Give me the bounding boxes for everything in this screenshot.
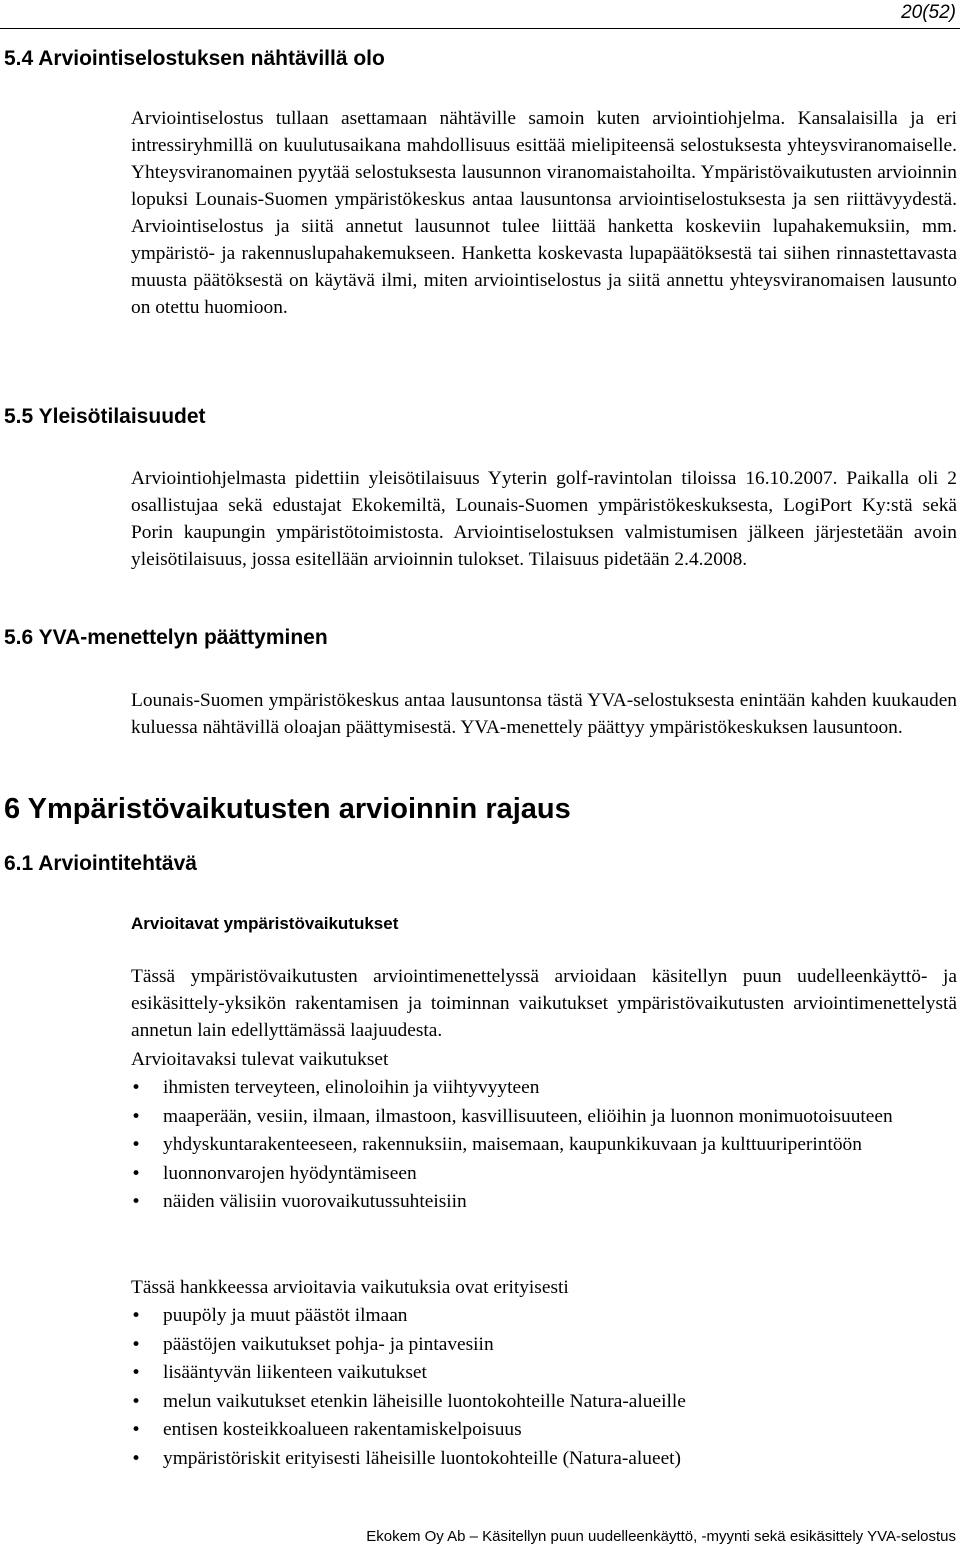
section-body-5-6: Lounais-Suomen ympäristökeskus antaa lausuntonsa tästä YVA-selostuksesta enintään kahden kuukauden kuluessa nähtävillä oloajan päättymisestä. YVA-menettely päättyy ympäristökeskuksen lausuntoon.: [131, 690, 957, 738]
section-body-5-4: Arviointiselostus tullaan asettamaan nähtäville samoin kuten arviointiohjelma. Kansalaisilla ja eri intressiryhmillä on kuulutusaikana mahdollisuus esittää mielipiteensä selostuksesta yhteysviranomaiselle. Yhteysviranomainen pyytää selostuksesta lausunnon viranomaistahoilta. Ympäristövaikutusten arvioinnin lopuksi Lounais-Suomen ympäristökeskus antaa lausuntonsa arviointiselostuksesta ja sen riittävyydestä. Arviointiselostus ja siitä annetut lausunnot tulee liittää hanketta koskeviin lupahakemuksiin, mm. ympäristö- ja rakennuslupahakemukseen. Hanketta koskevasta lupapäätöksestä tai siihen rinnastettavasta muusta päätöksestä on käytävä ilmi, miten arviointiselostus ja siitä annettu yhteysviranomaisen lausunto on otettu huomioon.: [131, 108, 957, 318]
subheading-assessed-impacts: Arvioitavat ympäristövaikutukset: [131, 914, 399, 933]
header-rule: [0, 28, 960, 29]
section-heading-5-6: 5.6 YVA-menettelyn päättyminen: [4, 626, 328, 649]
section-intro-6-1: Tässä ympäristövaikutusten arviointimenettelyssä arvioidaan käsitellyn puun uudelleenkäyttö- ja esikäsittely-yksikön rakentamisen ja toiminnan vaikutukset ympäristövaikutusten arviointimenettelystä annetun lain edellyttämässä laajuudesta.: [131, 966, 957, 1041]
list-title-project-impacts: Tässä hankkeessa arvioitavia vaikutuksia ovat erityisesti: [131, 1277, 569, 1298]
list-item: • maaperään, vesiin, ilmaan, ilmastoon, kasvillisuuteen, eliöihin ja luonnon monimuotoisuuteen: [131, 1103, 957, 1132]
list-item: • lisääntyvän liikenteen vaikutukset: [131, 1359, 957, 1388]
list-item: • entisen kosteikkoalueen rakentamiskelpoisuus: [131, 1416, 957, 1445]
list-item: • puupöly ja muut päästöt ilmaan: [131, 1302, 957, 1331]
list-item: • ihmisten terveyteen, elinoloihin ja viihtyvyyteen: [131, 1074, 957, 1103]
section-heading-5-5: 5.5 Yleisötilaisuudet: [4, 405, 206, 428]
page-footer: Ekokem Oy Ab – Käsitellyn puun uudelleenkäyttö, -myynti sekä esikäsittely YVA-selostus: [366, 1528, 956, 1545]
page-number: 20(52): [901, 2, 956, 23]
impacts-list: [131, 1074, 957, 1217]
list-item: • näiden välisiin vuorovaikutussuhteisiin: [131, 1188, 957, 1217]
list-item: • melun vaikutukset etenkin läheisille luontokohteille Natura-alueille: [131, 1388, 957, 1417]
section-heading-5-4: 5.4 Arviointiselostuksen nähtävillä olo: [4, 47, 385, 70]
list-item: • yhdyskuntarakenteeseen, rakennuksiin, maisemaan, kaupunkikuvaan ja kulttuuriperintöön: [131, 1131, 957, 1160]
project-impacts-list: [131, 1302, 957, 1473]
list-item: • päästöjen vaikutukset pohja- ja pintavesiin: [131, 1331, 957, 1360]
chapter-heading-6: 6 Ympäristövaikutusten arvioinnin rajaus: [4, 793, 571, 825]
list-title-impacts: Arvioitavaksi tulevat vaikutukset: [131, 1049, 389, 1070]
section-heading-6-1: 6.1 Arviointitehtävä: [4, 852, 197, 875]
section-body-5-5: Arviointiohjelmasta pidettiin yleisötilaisuus Yyterin golf-ravintolan tiloissa 16.10.2007. Paikalla oli 2 osallistujaa sekä edustajat Ekokemiltä, Lounais-Suomen ympäristökeskuksesta, LogiPort Ky:stä sekä Porin kaupungin ympäristötoimistosta. Arviointiselostuksen valmistumisen jälkeen järjestetään avoin yleisötilaisuus, jossa esitellään arvioinnin tulokset. Tilaisuus pidetään 2.4.2008.: [131, 468, 957, 570]
list-item: • luonnonvarojen hyödyntämiseen: [131, 1160, 957, 1189]
list-item: • ympäristöriskit erityisesti läheisille luontokohteille (Natura-alueet): [131, 1445, 957, 1474]
